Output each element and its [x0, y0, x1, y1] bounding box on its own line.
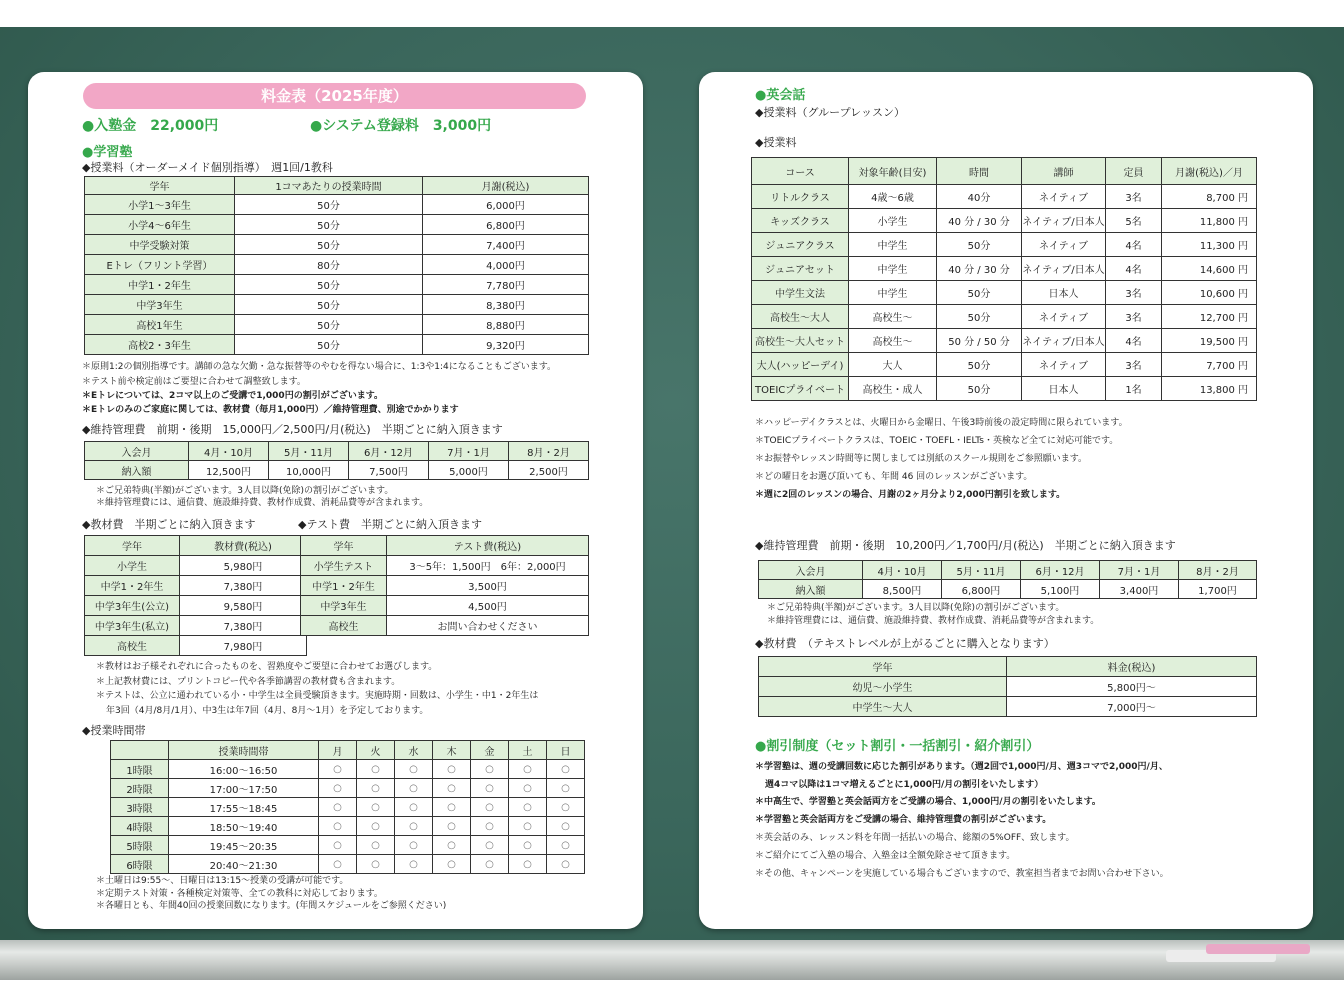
time-cell: 17:00～17:50: [169, 779, 319, 798]
fee-cell: 7,380円: [180, 616, 307, 636]
period-cell: 5時限: [111, 836, 169, 855]
maintenance-note: ＊維持管理費には、通信費、施設維持費、教材作成費、消耗品費等が含まれます。: [767, 616, 1100, 626]
discount-heading: ●割引制度（セット割引・一括割引・紹介割引）: [755, 739, 1040, 754]
amount-cell: 10,000円: [269, 461, 349, 480]
fee-cell: 6,000円: [423, 195, 589, 215]
maintenance-note: ＊維持管理費には、通信費、施設維持費、教材作成費、消耗品費等が含まれます。: [96, 498, 429, 508]
tuition-note: ＊原則1:2の個別指導です。講師の急な欠勤・急な振替等のやむを得ない場合に、1:3や1:4になることもございます。: [82, 362, 557, 372]
teacher-cell: ネイティブ: [1022, 185, 1106, 209]
gakushu-heading: ●学習塾: [82, 145, 133, 160]
available-mark: ○: [547, 817, 585, 836]
course-note: ＊TOEICプライベートクラスは、TOEIC・TOEFL・IELTs・英検など全てに対応可能です。: [755, 436, 1119, 446]
available-mark: ○: [357, 760, 395, 779]
age-cell: 4歳～6歳: [849, 185, 937, 209]
period-cell: 6時限: [111, 855, 169, 874]
th-time: 時間: [937, 158, 1022, 185]
available-mark: ○: [547, 798, 585, 817]
grade-cell: 小学1～3年生: [85, 195, 235, 215]
fee-cell: 13,800 円: [1162, 377, 1257, 401]
amount-cell: 5,000円: [429, 461, 509, 480]
period-cell: 4時限: [111, 817, 169, 836]
course-note: ＊ハッピーデイクラスとは、火曜日から金曜日、午後3時前後の設定時間に限られています。: [755, 418, 1128, 428]
grade-cell: 中学1・2年生: [301, 576, 387, 596]
amount-cell: 6,800円: [942, 580, 1021, 599]
time-cell: 50分: [235, 335, 423, 355]
available-mark: ○: [395, 855, 433, 874]
capacity-cell: 3名: [1106, 281, 1162, 305]
fee-cell: 7,780円: [423, 275, 589, 295]
time-cell: 50分: [937, 233, 1022, 257]
available-mark: ○: [357, 836, 395, 855]
month-cell: 8月・2月: [1179, 561, 1257, 580]
materials-note: ＊教材はお子様それぞれに合ったものを、習熟度やご要望に合わせてお選びします。: [96, 662, 438, 672]
time-cell: 50分: [937, 353, 1022, 377]
available-mark: ○: [471, 817, 509, 836]
available-mark: ○: [547, 760, 585, 779]
tuition-note: ＊Eトレのみのご家庭に関しては、教材費（毎月1,000円）／維持管理費、別途でかかります: [82, 405, 459, 415]
month-cell: 4月・10月: [863, 561, 942, 580]
amount-cell: 1,700円: [1179, 580, 1257, 599]
materials-note: ＊上記教材費には、プリントコピー代や各季節講習の教材費も含まれます。: [96, 677, 401, 687]
right-price-page: [699, 72, 1313, 929]
th-fri: 金: [471, 741, 509, 760]
th-grade: 学年: [301, 536, 387, 556]
available-mark: ○: [509, 836, 547, 855]
fee-cell: お問い合わせください: [387, 616, 589, 636]
schedule-table: [110, 740, 585, 874]
join-month-label: 入会月: [759, 561, 863, 580]
eikaiwa-heading: ●英会話: [755, 88, 806, 103]
page-title: 料金表（2025年度）: [83, 83, 586, 109]
available-mark: ○: [509, 817, 547, 836]
grade-cell: 中学1・2年生: [85, 576, 180, 596]
amount-cell: 7,500円: [349, 461, 429, 480]
grade-cell: 中学1・2年生: [85, 275, 235, 295]
month-cell: 5月・11月: [942, 561, 1021, 580]
course-name: リトルクラス: [752, 185, 849, 209]
available-mark: ○: [357, 798, 395, 817]
chalk-ledge: [0, 940, 1344, 980]
time-cell: 40 分 / 30 分: [937, 209, 1022, 233]
available-mark: ○: [357, 855, 395, 874]
amount-label: 納入額: [85, 461, 189, 480]
time-cell: 19:45～20:35: [169, 836, 319, 855]
time-cell: 40 分 / 30 分: [937, 257, 1022, 281]
th-lesson-time: 1コマあたりの授業時間: [235, 177, 423, 195]
capacity-cell: 3名: [1106, 305, 1162, 329]
month-cell: 7月・1月: [429, 442, 509, 461]
maintenance-heading: ◆維持管理費 前期・後期 15,000円／2,500円/月(税込) 半期ごとに納入頂きます: [82, 423, 503, 436]
teacher-cell: 日本人: [1022, 281, 1106, 305]
grade-cell: 高校1年生: [85, 315, 235, 335]
grade-cell: 幼児～小学生: [759, 677, 1007, 697]
course-note: ＊お振替やレッスン時間等に関しましては別紙のスクール規則をご参照願います。: [755, 454, 1088, 464]
grade-cell: 小学4～6年生: [85, 215, 235, 235]
th-test-fee: テスト費(税込): [387, 536, 589, 556]
month-cell: 4月・10月: [189, 442, 269, 461]
test-heading: ◆テスト費 半期ごとに納入頂きます: [298, 518, 483, 531]
group-lesson-label: ◆授業料（グループレッスン）: [755, 106, 906, 119]
available-mark: ○: [433, 817, 471, 836]
fee-cell: 7,980円: [180, 636, 307, 656]
fee-cell: 8,880円: [423, 315, 589, 335]
available-mark: ○: [547, 836, 585, 855]
age-cell: 高校生・成人: [849, 377, 937, 401]
fee-cell: 8,380円: [423, 295, 589, 315]
maintenance-table: [758, 560, 1257, 599]
discount-note: ＊ご紹介にてご入塾の場合、入塾金は全額免除させて頂きます。: [755, 851, 1016, 861]
th-materials-fee: 教材費(税込): [180, 536, 307, 556]
available-mark: ○: [433, 855, 471, 874]
fee-cell: 3～5年：1,500円 6年：2,000円: [387, 556, 589, 576]
amount-cell: 3,400円: [1100, 580, 1179, 599]
th-sat: 土: [509, 741, 547, 760]
fee-cell: 3,500円: [387, 576, 589, 596]
maintenance-note: ＊ご兄弟特典(半額)がございます。3人目以降(免除)の割引がございます。: [96, 486, 394, 496]
course-note: ＊週に2回のレッスンの場合、月謝の2ヶ月分より2,000円割引を致します。: [755, 490, 1066, 500]
th-tue: 火: [357, 741, 395, 760]
available-mark: ○: [395, 836, 433, 855]
time-cell: 16:00～16:50: [169, 760, 319, 779]
age-cell: 中学生: [849, 233, 937, 257]
th-grade: 学年: [85, 536, 180, 556]
maintenance-note: ＊ご兄弟特典(半額)がございます。3人目以降(免除)の割引がございます。: [767, 603, 1065, 613]
available-mark: ○: [433, 836, 471, 855]
grade-cell: 中学3年生(公立): [85, 596, 180, 616]
available-mark: ○: [547, 855, 585, 874]
age-cell: 小学生: [849, 209, 937, 233]
th-capacity: 定員: [1106, 158, 1162, 185]
fee-cell: 7,700 円: [1162, 353, 1257, 377]
month-cell: 5月・11月: [269, 442, 349, 461]
course-name: TOEICプライベート: [752, 377, 849, 401]
grade-cell: 高校2・3年生: [85, 335, 235, 355]
available-mark: ○: [433, 779, 471, 798]
discount-note: ＊中高生で、学習塾と英会話両方をご受講の場合、1,000円/月の割引をいたします。: [755, 797, 1101, 807]
time-cell: 50分: [235, 275, 423, 295]
amount-cell: 5,100円: [1021, 580, 1100, 599]
fee-cell: 5,980円: [180, 556, 307, 576]
age-cell: 大人: [849, 353, 937, 377]
fee-cell: 7,400円: [423, 235, 589, 255]
fee-cell: 11,300 円: [1162, 233, 1257, 257]
available-mark: ○: [547, 779, 585, 798]
materials-heading: ◆教材費 半期ごとに納入頂きます: [82, 518, 256, 531]
age-cell: 高校生～: [849, 305, 937, 329]
time-cell: 18:50～19:40: [169, 817, 319, 836]
fee-cell: 12,700 円: [1162, 305, 1257, 329]
month-cell: 8月・2月: [509, 442, 589, 461]
time-cell: 50分: [937, 281, 1022, 305]
time-cell: 50分: [937, 305, 1022, 329]
course-table: [751, 157, 1257, 401]
available-mark: ○: [471, 855, 509, 874]
tuition-note: ＊テスト前や検定前はご要望に合わせて調整致します。: [82, 377, 306, 387]
course-name: 大人(ハッピーデイ): [752, 353, 849, 377]
teacher-cell: ネイティブ: [1022, 305, 1106, 329]
capacity-cell: 3名: [1106, 353, 1162, 377]
materials-heading: ◆教材費 （テキストレベルが上がるごとに購入となります）: [755, 637, 1055, 650]
available-mark: ○: [319, 779, 357, 798]
th-thu: 木: [433, 741, 471, 760]
fee-cell: 11,800 円: [1162, 209, 1257, 233]
pink-chalk: [1206, 944, 1310, 954]
capacity-cell: 1名: [1106, 377, 1162, 401]
time-cell: 40分: [937, 185, 1022, 209]
teacher-cell: ネイティブ: [1022, 233, 1106, 257]
amount-cell: 2,500円: [509, 461, 589, 480]
grade-cell: 中学3年生(私立): [85, 616, 180, 636]
tuition-note: ＊Eトレについては、2コマ以上のご受講で1,000円の割引がございます。: [82, 391, 383, 401]
th-grade: 学年: [85, 177, 235, 195]
available-mark: ○: [471, 798, 509, 817]
time-cell: 50分: [235, 195, 423, 215]
teacher-cell: ネイティブ/日本人: [1022, 257, 1106, 281]
grade-cell: 中学3年生: [85, 295, 235, 315]
amount-cell: 12,500円: [189, 461, 269, 480]
fee-cell: 7,000円～: [1007, 697, 1257, 717]
available-mark: ○: [509, 855, 547, 874]
th-time-slot: 授業時間帯: [169, 741, 319, 760]
tuition-label: ◆授業料: [755, 136, 797, 149]
time-cell: 50分: [937, 377, 1022, 401]
course-name: 高校生～大人: [752, 305, 849, 329]
grade-cell: 高校生: [301, 616, 387, 636]
capacity-cell: 3名: [1106, 185, 1162, 209]
available-mark: ○: [433, 798, 471, 817]
course-name: ジュニアクラス: [752, 233, 849, 257]
fee-cell: 10,600 円: [1162, 281, 1257, 305]
th-monthly-fee: 月謝(税込): [423, 177, 589, 195]
maintenance-table: [84, 441, 589, 480]
th-monthly-fee: 月謝(税込)／月: [1162, 158, 1257, 185]
available-mark: ○: [471, 760, 509, 779]
th-mon: 月: [319, 741, 357, 760]
grade-cell: 小学生: [85, 556, 180, 576]
fee-cell: 8,700 円: [1162, 185, 1257, 209]
tuition-heading: ◆授業料（オーダーメイド個別指導） 週1回/1教科: [82, 161, 333, 174]
grade-cell: 小学生テスト: [301, 556, 387, 576]
age-cell: 中学生: [849, 281, 937, 305]
course-name: キッズクラス: [752, 209, 849, 233]
materials-table: [758, 656, 1257, 717]
th-sun: 日: [547, 741, 585, 760]
course-name: ジュニアセット: [752, 257, 849, 281]
teacher-cell: 日本人: [1022, 377, 1106, 401]
course-name: 中学生文法: [752, 281, 849, 305]
grade-cell: 中学受験対策: [85, 235, 235, 255]
grade-cell: 高校生: [85, 636, 180, 656]
grade-cell: 中学生～大人: [759, 697, 1007, 717]
age-cell: 高校生～: [849, 329, 937, 353]
time-cell: 50分: [235, 315, 423, 335]
capacity-cell: 4名: [1106, 233, 1162, 257]
grade-cell: Eトレ（フリント学習）: [85, 255, 235, 275]
discount-note: 週4コマ以降は1コマ増えるごとに1,000円/月の割引をいたします）: [765, 780, 1044, 790]
time-cell: 50分: [235, 215, 423, 235]
month-cell: 6月・12月: [349, 442, 429, 461]
available-mark: ○: [319, 798, 357, 817]
join-month-label: 入会月: [85, 442, 189, 461]
left-price-page: [28, 72, 643, 929]
teacher-cell: ネイティブ/日本人: [1022, 209, 1106, 233]
fee-cell: 14,600 円: [1162, 257, 1257, 281]
fee-cell: 19,500 円: [1162, 329, 1257, 353]
discount-note: ＊学習塾と英会話両方をご受講の場合、維持管理費の割引がございます。: [755, 815, 1052, 825]
available-mark: ○: [395, 817, 433, 836]
capacity-cell: 5名: [1106, 209, 1162, 233]
period-cell: 2時限: [111, 779, 169, 798]
enrollment-fee: ●入塾金 22,000円: [82, 118, 219, 134]
test-table: [300, 535, 589, 636]
time-cell: 50 分 / 50 分: [937, 329, 1022, 353]
grade-cell: 中学3年生: [301, 596, 387, 616]
materials-table: [84, 535, 307, 656]
available-mark: ○: [319, 760, 357, 779]
available-mark: ○: [319, 836, 357, 855]
available-mark: ○: [357, 779, 395, 798]
course-note: ＊どの曜日をお選び頂いても、年間 46 回のレッスンがございます。: [755, 472, 1033, 482]
available-mark: ○: [509, 798, 547, 817]
schedule-note: ＊各曜日とも、年間40回の授業回数になります。(年間スケジュールをご参照ください): [96, 901, 447, 911]
discount-note: ＊英会話のみ、レッスン料を年間一括払いの場合、総額の5%OFF、致します。: [755, 833, 1075, 843]
materials-note: ＊テストは、公立に通われている小・中学生は全員受験頂きます。実施時期・回数は、小学生・中1・2年生は: [96, 691, 539, 701]
available-mark: ○: [471, 836, 509, 855]
system-fee: ●システム登録料 3,000円: [310, 118, 492, 134]
schedule-heading: ◆授業時間帯: [82, 724, 146, 737]
available-mark: ○: [433, 760, 471, 779]
schedule-note: ＊定期テスト対策・各種検定対策等、全ての教科に対応しております。: [96, 889, 383, 899]
age-cell: 中学生: [849, 257, 937, 281]
discount-note: ＊学習塾は、週の受講回数に応じた割引があります。（週2回で1,000円/月、週3コマで2,000円/月、: [755, 762, 1168, 772]
capacity-cell: 4名: [1106, 329, 1162, 353]
month-cell: 7月・1月: [1100, 561, 1179, 580]
month-cell: 6月・12月: [1021, 561, 1100, 580]
course-name: 高校生～大人セット: [752, 329, 849, 353]
available-mark: ○: [319, 817, 357, 836]
maintenance-heading: ◆維持管理費 前期・後期 10,200円／1,700円/月(税込) 半期ごとに納入頂きます: [755, 539, 1176, 552]
th-period: [111, 741, 169, 760]
fee-cell: 9,580円: [180, 596, 307, 616]
time-cell: 80分: [235, 255, 423, 275]
fee-cell: 6,800円: [423, 215, 589, 235]
time-cell: 20:40～21:30: [169, 855, 319, 874]
available-mark: ○: [357, 817, 395, 836]
available-mark: ○: [509, 760, 547, 779]
tuition-table: [84, 176, 589, 355]
fee-cell: 4,500円: [387, 596, 589, 616]
schedule-note: ＊土曜日は9:55～、日曜日は13:15～授業の受講が可能です。: [96, 876, 349, 886]
available-mark: ○: [395, 760, 433, 779]
time-cell: 50分: [235, 235, 423, 255]
amount-cell: 8,500円: [863, 580, 942, 599]
fee-cell: 9,320円: [423, 335, 589, 355]
teacher-cell: ネイティブ: [1022, 353, 1106, 377]
available-mark: ○: [395, 779, 433, 798]
th-teacher: 講師: [1022, 158, 1106, 185]
time-cell: 17:55～18:45: [169, 798, 319, 817]
available-mark: ○: [319, 855, 357, 874]
th-wed: 水: [395, 741, 433, 760]
fee-cell: 7,380円: [180, 576, 307, 596]
th-grade: 学年: [759, 657, 1007, 677]
discount-note: ＊その他、キャンペーンを実施している場合もございますので、教室担当者までお問い合わせ下さい。: [755, 869, 1169, 879]
time-cell: 50分: [235, 295, 423, 315]
period-cell: 3時限: [111, 798, 169, 817]
fee-cell: 5,800円～: [1007, 677, 1257, 697]
th-price: 料金(税込): [1007, 657, 1257, 677]
teacher-cell: ネイティブ/日本人: [1022, 329, 1106, 353]
capacity-cell: 4名: [1106, 257, 1162, 281]
available-mark: ○: [471, 779, 509, 798]
materials-note: 年3回（4月/8月/1月）、中3生は年7回（4月、8月～1月）を予定しております。: [106, 706, 429, 716]
available-mark: ○: [509, 779, 547, 798]
th-target-age: 対象年齢(目安): [849, 158, 937, 185]
th-course: コース: [752, 158, 849, 185]
available-mark: ○: [395, 798, 433, 817]
amount-label: 納入額: [759, 580, 863, 599]
period-cell: 1時限: [111, 760, 169, 779]
fee-cell: 4,000円: [423, 255, 589, 275]
